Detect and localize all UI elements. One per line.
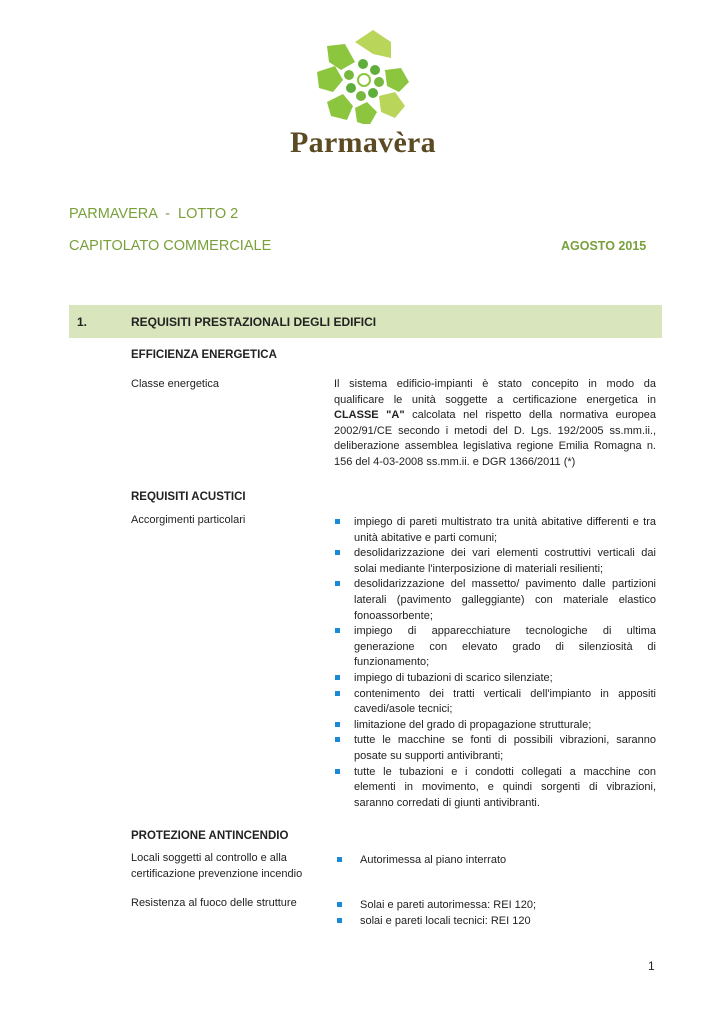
parmavera-logo <box>283 24 443 164</box>
bullet-square-icon <box>335 769 340 774</box>
bullet-square-icon <box>335 722 340 727</box>
efficienza-heading: EFFICIENZA ENERGETICA <box>131 349 277 361</box>
bullet-square-icon <box>335 581 340 586</box>
bullet-square-icon <box>335 691 340 696</box>
list-item: impiego di tubazioni di scarico silenziate; <box>334 671 656 687</box>
acustici-heading: REQUISITI ACUSTICI <box>131 491 246 503</box>
list-item: solai e pareti locali tecnici: REI 120 <box>336 914 656 930</box>
acustici-list <box>334 515 656 811</box>
list-item: impiego di pareti multistrato tra unità abitative differenti e tra unità abitative e parti comuni; <box>334 515 656 546</box>
section-number: 1. <box>77 315 88 329</box>
list-item: contenimento dei tratti verticali dell'impianto in appositi cavedi/asole tecnici; <box>334 687 656 718</box>
bullet-square-icon <box>335 675 340 680</box>
list-item: tutte le macchine se fonti di possibili vibrazioni, saranno posate su supporti antivibranti; <box>334 733 656 764</box>
list-item: tutte le tubazioni e i condotti collegati a macchine con elementi in movimento, e quindi sorgenti di vibrazioni, saranno corredati di giunti antivibranti. <box>334 765 656 812</box>
list-item: desolidarizzazione dei vari elementi costruttivi verticali dai solai mediante l'interposizione di materiali resilienti; <box>334 546 656 577</box>
bullet-square-icon <box>335 628 340 633</box>
efficienza-text-a: Il sistema edificio-impianti è stato concepito in modo da qualificare le unità soggette a certificazione energetica in <box>334 378 656 406</box>
section-header <box>69 305 662 338</box>
bullet-square-icon <box>337 902 342 907</box>
document-date: AGOSTO 2015 <box>561 239 647 253</box>
brand-name: Parmavèra <box>290 126 436 159</box>
list-item: Autorimessa al piano interrato <box>336 853 656 869</box>
efficienza-text <box>334 377 656 471</box>
antincendio-label-locali: Locali soggetti al controllo e alla certificazione prevenzione incendio <box>131 852 303 880</box>
list-item: limitazione del grado di propagazione strutturale; <box>334 718 656 734</box>
antincendio-heading: PROTEZIONE ANTINCENDIO <box>131 830 289 842</box>
antincendio-list-resistenza <box>336 898 656 929</box>
document-title: CAPITOLATO COMMERCIALE <box>69 238 272 254</box>
antincendio-list-locali <box>336 853 656 869</box>
efficienza-label: Classe energetica <box>131 378 220 390</box>
bullet-square-icon <box>335 550 340 555</box>
list-item: impiego di apparecchiature tecnologiche di ultima generazione con elevato grado di silenziosità di funzionamento; <box>334 624 656 671</box>
bullet-square-icon <box>337 857 342 862</box>
bullet-square-icon <box>335 519 340 524</box>
page-number: 1 <box>648 959 655 973</box>
antincendio-label-resistenza: Resistenza al fuoco delle strutture <box>131 897 297 909</box>
section-title: REQUISITI PRESTAZIONALI DEGLI EDIFICI <box>131 315 377 329</box>
project-title: PARMAVERA - LOTTO 2 <box>69 206 239 222</box>
list-item: desolidarizzazione del massetto/ pavimento dalle partizioni laterali (pavimento galleggiante) con materiale elastico fonoassorbente; <box>334 577 656 624</box>
efficienza-text-b: calcolata nel rispetto della normativa europea 2002/91/CE secondo i metodi del D. Lgs. 192/2005 ss.mm.ii., deliberazione assemblea legislativa regione Emilia Romagna n. 156 del 4-03-2008 ss.mm.ii. e DGR 1366/2011 (*) <box>334 409 656 468</box>
list-item: Solai e pareti autorimessa: REI 120; <box>336 898 656 914</box>
bullet-square-icon <box>335 737 340 742</box>
acustici-label: Accorgimenti particolari <box>131 514 246 526</box>
flower-logo-icon <box>311 24 411 124</box>
efficienza-class: CLASSE "A" <box>334 409 405 422</box>
bullet-square-icon <box>337 918 342 923</box>
